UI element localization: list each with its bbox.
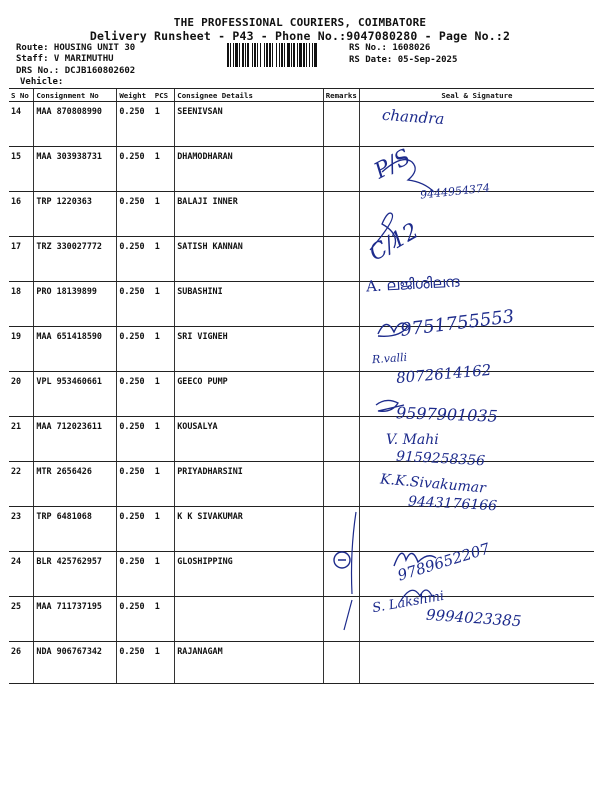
cell-sno: 16 [9,192,34,237]
rs-date: RS Date: 05-Sep-2025 [349,55,458,65]
cell-pcs: 1 [153,192,175,237]
cell-weight: 0.250 [117,507,153,552]
table-row [9,372,594,417]
cell-consignment: TRZ 330027772 [34,237,117,282]
cell-consignee: KOUSALYA [175,417,323,462]
cell-consignee: RAJANAGAM [175,642,323,684]
cell-consignee: SATISH KANNAN [175,237,323,282]
cell-sno: 14 [9,102,34,147]
signature-19-mark: R.valli [371,350,408,367]
cell-pcs: 1 [153,147,175,192]
table-row [9,237,594,282]
signature-22-name: V. Mahi [386,432,439,448]
cell-consignee: PRIYADHARSINI [175,462,323,507]
cell-weight: 0.250 [117,462,153,507]
cell-consignment: PRO 18139899 [34,282,117,327]
cell-pcs: 1 [153,417,175,462]
cell-sno: 18 [9,282,34,327]
rs-number: RS No.: 1608026 [349,43,431,53]
cell-consignment: NDA 906767342 [34,642,117,684]
cell-sno: 17 [9,237,34,282]
signature-25-phone: 9789652207 [395,539,492,585]
cell-remarks [323,102,359,147]
cell-sno: 19 [9,327,34,372]
cell-consignment: MAA 870808990 [34,102,117,147]
cell-consignee: K K SIVAKUMAR [175,507,323,552]
cell-weight: 0.250 [117,417,153,462]
col-consignee: Consignee Details [175,89,323,102]
cell-remarks [323,552,359,597]
vehicle: Vehicle: [20,77,64,87]
cell-consignment: MAA 712023611 [34,417,117,462]
table-row [9,147,594,192]
subtitle: Delivery Runsheet - P43 - Phone No.:9047080280 - Page No.:2 [89,29,511,43]
cell-signature [359,642,594,684]
cell-weight: 0.250 [117,327,153,372]
header-row [9,89,594,102]
cell-pcs: 1 [153,102,175,147]
cell-consignee: GEECO PUMP [175,372,323,417]
cell-remarks [323,192,359,237]
signature-26-phone: 9994023385 [425,605,522,631]
col-sno: S No [9,89,34,102]
barcode-bar [317,43,318,67]
signature-15: P/S [370,144,415,185]
cell-remarks [323,147,359,192]
cell-remarks [323,462,359,507]
signature-18: A. ലജിശിലന്ദ [365,272,461,296]
cell-consignment: BLR 425762957 [34,552,117,597]
col-seal: Seal & Signature [359,89,594,102]
cell-sno: 15 [9,147,34,192]
col-weight: Weight [117,89,153,102]
title: THE PROFESSIONAL COURIERS, COIMBATORE [173,16,427,29]
signature-26-name: S. Lakshmi [371,588,446,617]
barcode [227,43,345,67]
cell-consignment: TRP 6481068 [34,507,117,552]
table-row [9,327,594,372]
cell-remarks [323,507,359,552]
cell-sno: 23 [9,507,34,552]
cell-weight: 0.250 [117,282,153,327]
cell-consignment: MAA 651418590 [34,327,117,372]
signature-23-name: K.K.Sivakumar [379,471,487,497]
cell-weight: 0.250 [117,642,153,684]
col-remarks: Remarks [323,89,359,102]
cell-weight: 0.250 [117,552,153,597]
signature-17: C/12 [365,218,423,267]
cell-consignee: SRI VIGNEH [175,327,323,372]
table-row [9,192,594,237]
table-row [9,462,594,507]
table-row [9,102,594,147]
cell-pcs: 1 [153,237,175,282]
runsheet-table [9,88,594,684]
table-row [9,417,594,462]
cell-pcs: 1 [153,507,175,552]
table-row [9,507,594,552]
cell-remarks [323,237,359,282]
table-row [9,642,594,684]
cell-weight: 0.250 [117,192,153,237]
cell-consignment: MAA 711737195 [34,597,117,642]
cell-remarks [323,372,359,417]
cell-weight: 0.250 [117,597,153,642]
cell-sno: 24 [9,552,34,597]
staff: Staff: V MARIMUTHU [16,54,114,64]
cell-consignment: MAA 303938731 [34,147,117,192]
cell-consignee: BALAJI INNER [175,192,323,237]
signature-22-phone: 9159258356 [395,448,486,470]
cell-consignee: GLOSHIPPING [175,552,323,597]
cell-remarks [323,417,359,462]
cell-pcs: 1 [153,282,175,327]
signature-16: 9444954374 [419,181,491,202]
signature-20-phone: 8072614162 [395,360,493,388]
cell-consignment: MTR 2656426 [34,462,117,507]
cell-consignment: TRP 1220363 [34,192,117,237]
col-consignment: Consignment No [34,89,117,102]
cell-pcs: 1 [153,552,175,597]
signature-19-phone: 9751755553 [399,306,516,341]
col-pcs: PCS [153,89,175,102]
cell-sno: 22 [9,462,34,507]
table-row [9,552,594,597]
cell-consignee: SUBASHINI [175,282,323,327]
cell-sno: 20 [9,372,34,417]
signature-21-phone: 9597901035 [395,403,499,426]
cell-remarks [323,282,359,327]
cell-consignee: SEENIVSAN [175,102,323,147]
cell-weight: 0.250 [117,102,153,147]
cell-weight: 0.250 [117,237,153,282]
cell-pcs: 1 [153,462,175,507]
signature-14: chandra [381,105,445,129]
route: Route: HOUSING UNIT 30 [16,43,136,53]
cell-sno: 26 [9,642,34,684]
drs-number: DRS No.: DCJB160802602 [16,66,136,76]
signature-23-phone: 9443176166 [407,493,498,515]
cell-consignment: VPL 953460661 [34,372,117,417]
cell-consignee: DHAMODHARAN [175,147,323,192]
cell-sno: 25 [9,597,34,642]
cell-consignee [175,597,323,642]
cell-remarks [323,597,359,642]
cell-pcs: 1 [153,327,175,372]
cell-sno: 21 [9,417,34,462]
cell-pcs: 1 [153,642,175,684]
cell-pcs: 1 [153,597,175,642]
cell-remarks [323,327,359,372]
cell-remarks [323,642,359,684]
cell-weight: 0.250 [117,372,153,417]
cell-pcs: 1 [153,372,175,417]
cell-weight: 0.250 [117,147,153,192]
